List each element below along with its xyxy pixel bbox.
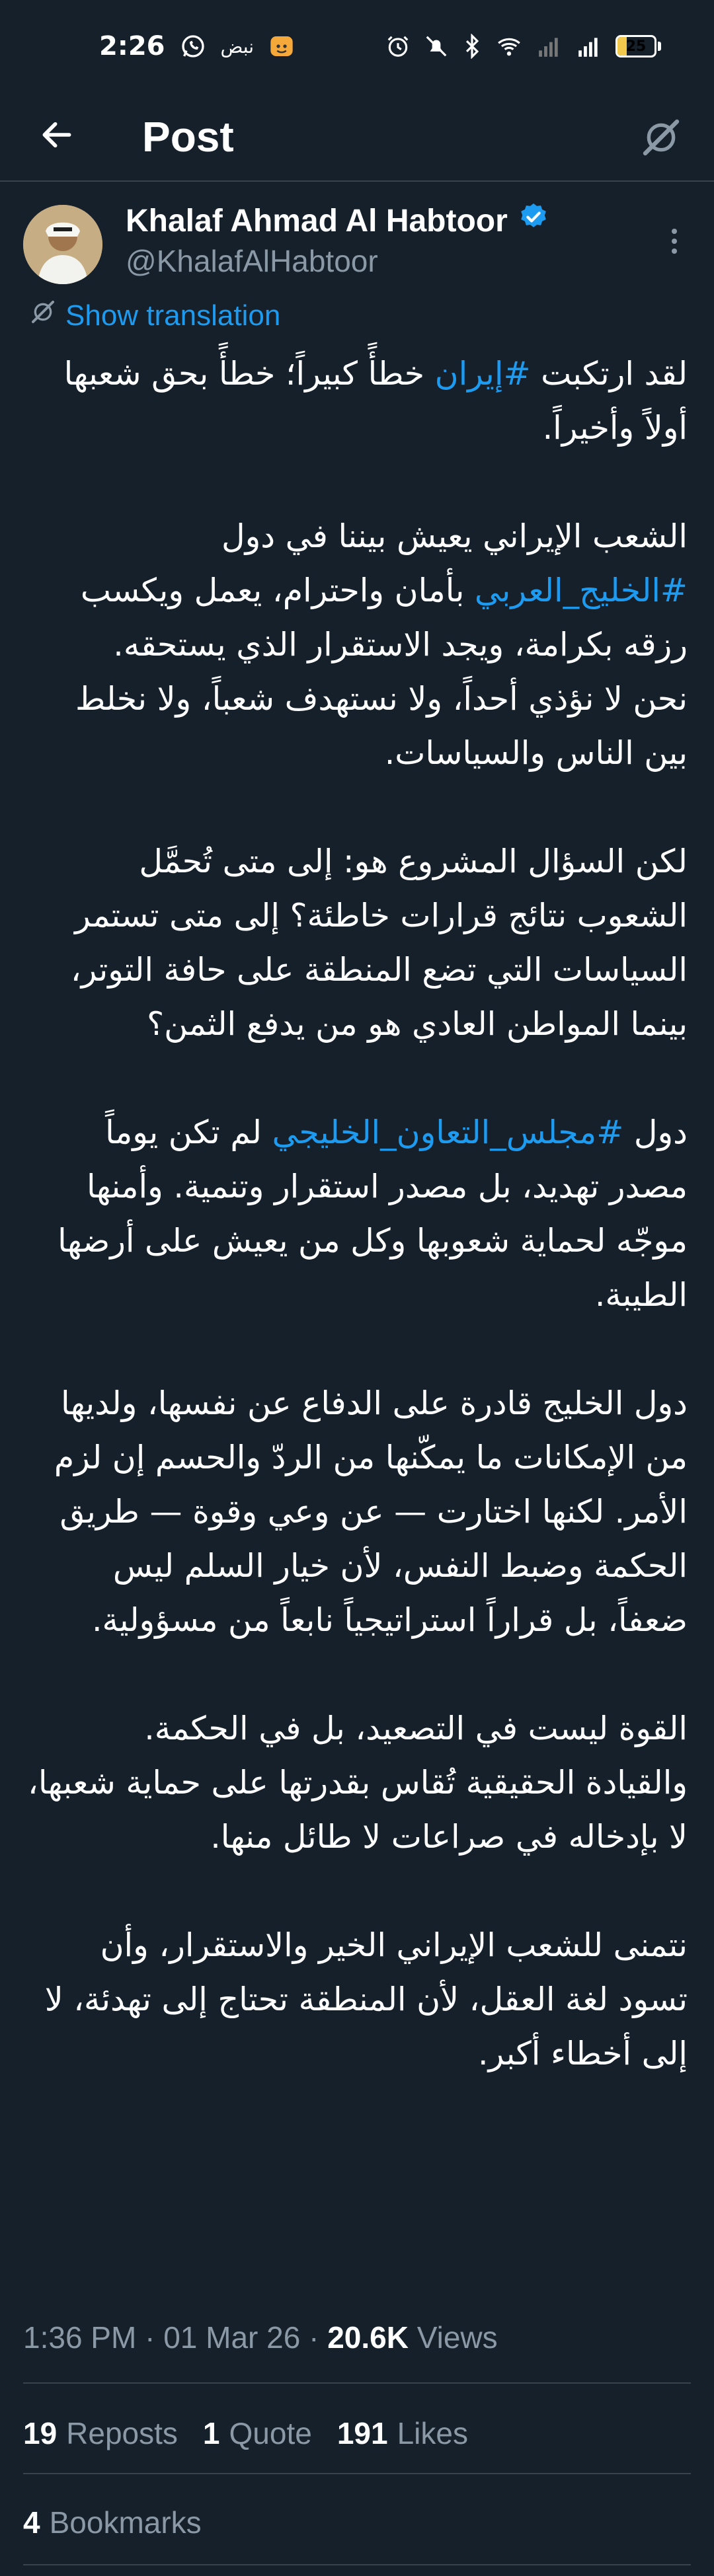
- alarm-icon: [385, 34, 411, 59]
- meta-separator: ·: [309, 2320, 319, 2355]
- grok-icon: [30, 299, 56, 332]
- status-right: [385, 34, 661, 59]
- views-count[interactable]: 20.6K: [327, 2320, 409, 2355]
- tweet-meta: [23, 2320, 498, 2355]
- reposts-label: Reposts: [66, 2416, 178, 2450]
- quotes-count: 1: [202, 2416, 220, 2450]
- author-name: Khalaf Ahmad Al Habtoor: [126, 203, 508, 239]
- tweet-date[interactable]: 01 Mar 26: [163, 2320, 301, 2355]
- dot-icon: [672, 229, 677, 234]
- tweet-text-segment: خطأً كبيراً؛ خطأً بحق شعبها أولاً وأخيراً.: [63, 355, 688, 447]
- status-time: 2:26: [99, 31, 165, 61]
- arrow-left-icon: [38, 116, 75, 156]
- hashtag-link[interactable]: #مجلس_التعاون_الخليجي: [272, 1114, 624, 1151]
- dot-icon: [672, 248, 677, 254]
- quotes-label: Quote: [229, 2416, 312, 2450]
- avatar-portrait: [23, 205, 102, 284]
- tweet-paragraph: [26, 1918, 688, 2081]
- battery-body: [615, 35, 656, 57]
- bookmarks-stat[interactable]: [23, 2505, 202, 2540]
- grok-icon: [640, 116, 682, 161]
- tweet-time[interactable]: 1:36 PM: [23, 2320, 137, 2355]
- bookmarks-label: Bookmarks: [49, 2505, 202, 2540]
- battery-icon: [615, 35, 661, 57]
- post-header: [0, 93, 714, 182]
- meta-separator: ·: [145, 2320, 155, 2355]
- tweet-text-segment: بأمان واحترام، يعمل ويكسب رزقه بكرامة، ويجد الاستقرار الذي يستحقه. نحن لا نؤذي أحداً، ولا نستهدف شعباً، ولا نخلط بين الناس والسياسات.: [75, 572, 688, 772]
- hashtag-link[interactable]: #إيران: [434, 355, 531, 393]
- status-bar: [0, 0, 714, 93]
- tweet-paragraph: [26, 1106, 688, 1322]
- dot-icon: [672, 239, 677, 244]
- likes-stat[interactable]: [337, 2415, 468, 2451]
- more-options-button[interactable]: [661, 221, 688, 261]
- tweet-text-segment: نتمنى للشعب الإيراني الخير والاستقرار، وأن تسود لغة العقل، لأن المنطقة تحتاج إلى تهدئة، لا إلى أخطاء أكبر.: [44, 1926, 688, 2072]
- hashtag-link[interactable]: #الخليج_العربي: [474, 572, 688, 609]
- tweet-paragraph: [26, 510, 688, 780]
- grok-button[interactable]: [635, 112, 688, 165]
- author-name-row[interactable]: [126, 202, 549, 240]
- tweet-paragraph: [26, 835, 688, 1051]
- divider: [23, 2564, 691, 2565]
- engagement-stats: [23, 2415, 468, 2451]
- tweet-text: [26, 347, 688, 2081]
- likes-label: Likes: [397, 2416, 468, 2450]
- status-left: [99, 31, 295, 61]
- tweet-paragraph: [26, 1702, 688, 1864]
- divider: [23, 2473, 691, 2474]
- tweet-text-segment: لقد ارتكبت: [530, 355, 688, 393]
- signal-icon: [576, 34, 602, 59]
- quotes-stat[interactable]: [203, 2415, 312, 2451]
- tweet-paragraph: [26, 1377, 688, 1648]
- carrier-label: نبض: [220, 35, 255, 57]
- tweet-text-segment: دول الخليج قادرة على الدفاع عن نفسها، ولديها من الإمكانات ما يمكّنها من الردّ والحسم إن لزم الأمر. لكنها اختارت — عن وعي وقوة — طريق الحكمة وضبط النفس، لأن خيار السلم ليس ضعفاً، بل قراراً استراتيجياً نابعاً من مسؤولية.: [54, 1384, 688, 1639]
- reposts-count: 19: [23, 2416, 58, 2450]
- likes-count: 191: [337, 2416, 388, 2450]
- tweet-text-segment: لكن السؤال المشروع هو: إلى متى تُحمَّل الشعوب نتائج قرارات خاطئة؟ إلى متى تستمر السياسات التي تضع المنطقة على حافة التوتر، بينما المواطن العادي هو من يدفع الثمن؟: [70, 843, 688, 1043]
- page-title: Post: [142, 113, 234, 161]
- battery-level: 25: [625, 38, 647, 55]
- whatsapp-icon: [180, 33, 206, 59]
- mute-icon: [424, 34, 449, 59]
- show-translation-button[interactable]: [30, 299, 280, 332]
- author-handle[interactable]: @KhalafAlHabtoor: [126, 244, 378, 278]
- back-button[interactable]: [33, 112, 81, 160]
- signal-icon: [536, 34, 563, 59]
- bookmarks-count: 4: [23, 2505, 40, 2540]
- app-icon: [268, 33, 295, 59]
- show-translation-label: Show translation: [65, 299, 281, 332]
- tweet-text-segment: لم تكن يوماً مصدر تهديد، بل مصدر استقرار وتنمية. وأمنها موجّه لحماية شعوبها وكل من يعيش على أرضها الطيبة.: [58, 1114, 688, 1314]
- tweet-paragraph: [26, 347, 688, 455]
- divider: [23, 2382, 691, 2384]
- views-label: Views: [416, 2320, 498, 2355]
- tweet-text-segment: الشعب الإيراني يعيش بيننا في دول: [221, 517, 688, 555]
- battery-tip: [658, 42, 661, 51]
- tweet-text-segment: القوة ليست في التصعيد، بل في الحكمة. والقيادة الحقيقية تُقاس بقدرتها على حماية شعبها، لا بإدخاله في صراعات لا طائل منها.: [28, 1710, 688, 1856]
- tweet-text-segment: دول: [623, 1114, 688, 1151]
- bluetooth-icon: [462, 34, 482, 59]
- avatar[interactable]: [23, 205, 102, 284]
- wifi-icon: [495, 34, 523, 59]
- verified-badge-icon: [518, 202, 549, 240]
- reposts-stat[interactable]: [23, 2415, 178, 2451]
